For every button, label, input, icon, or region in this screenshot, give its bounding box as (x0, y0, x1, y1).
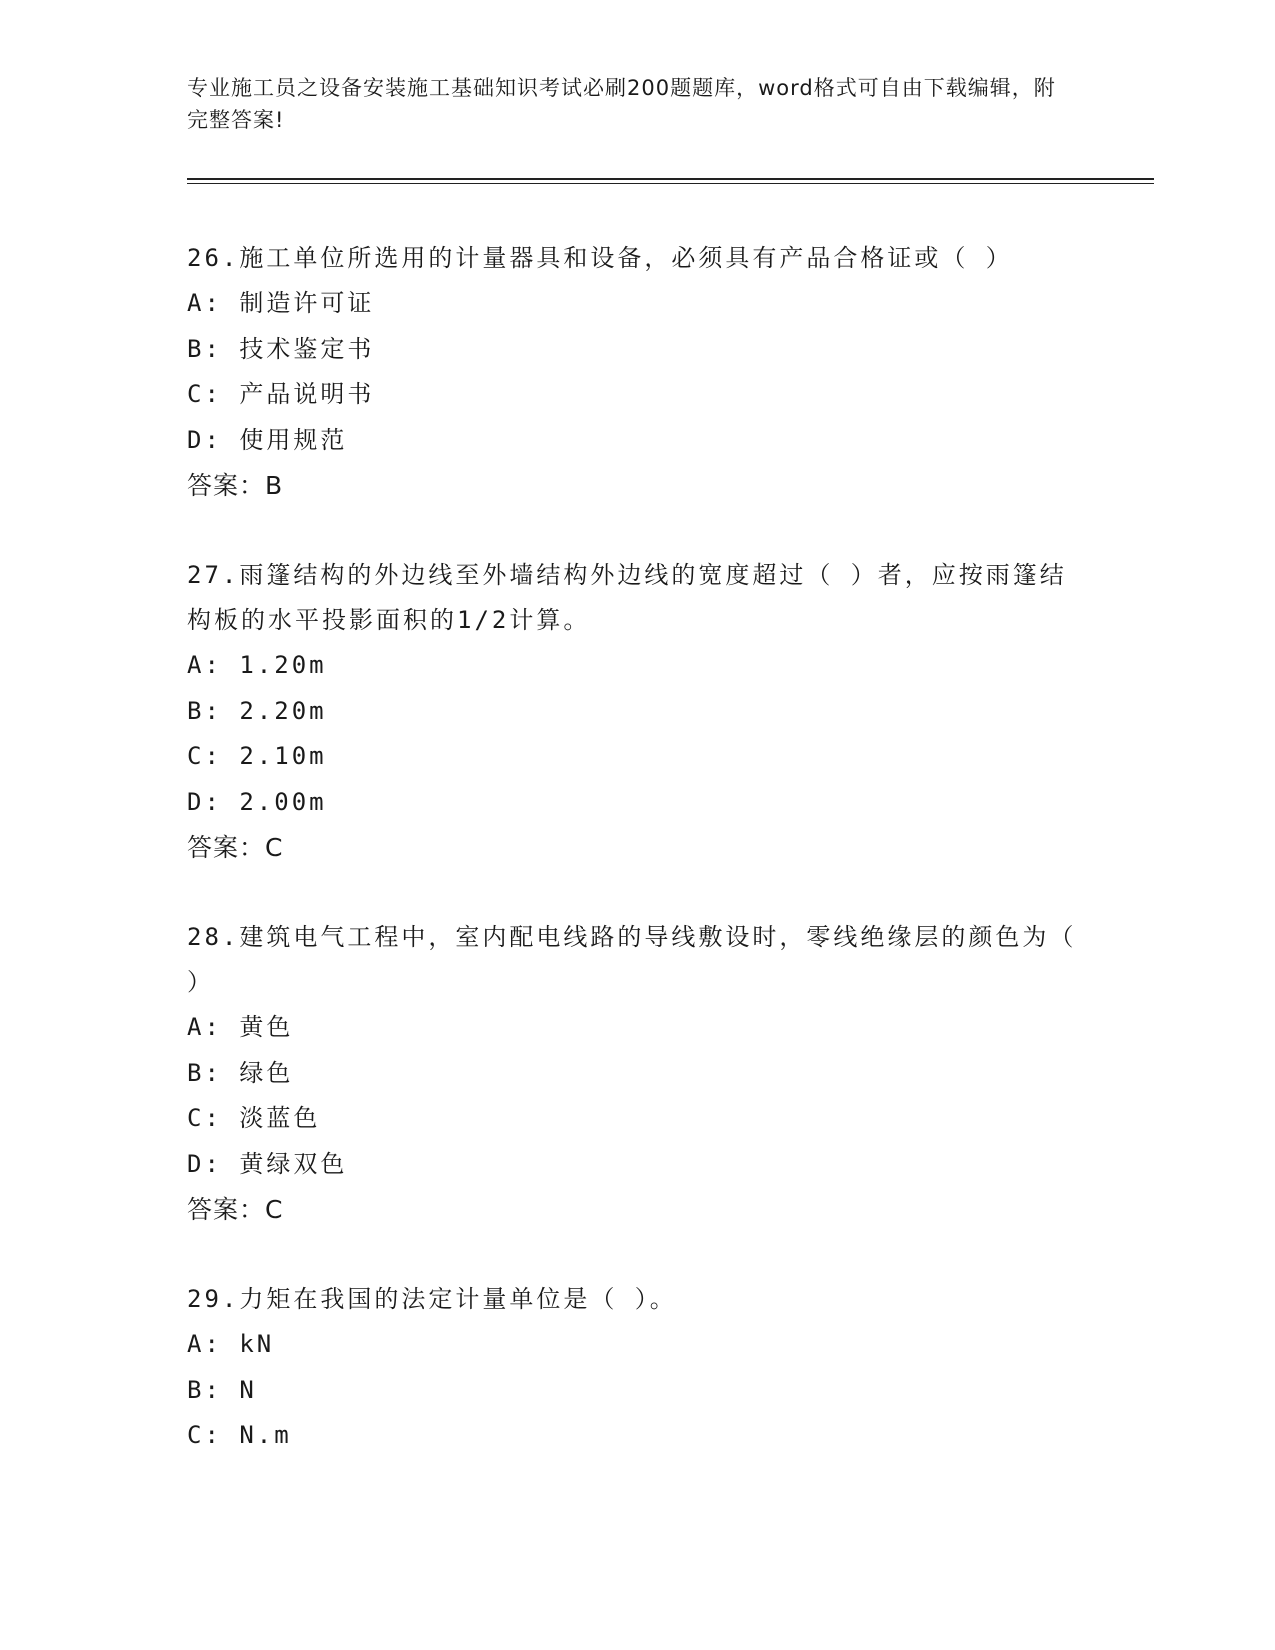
question-29 (187, 1277, 1087, 1459)
document-intro: 专业施工员之设备安装施工基础知识考试必刷200题题库，word格式可自由下载编辑，附完整答案! (187, 76, 1056, 132)
header-divider-thick (187, 178, 1154, 180)
option-a: A: 制造许可证 (187, 289, 375, 317)
option-d: D: 使用规范 (187, 425, 348, 454)
option-b: B: 技术鉴定书 (187, 334, 375, 363)
question-list (187, 236, 1087, 1504)
option-a: A: kN (187, 1330, 275, 1358)
option-a: A: 1.20m (187, 651, 327, 679)
option-a: A: 黄色 (187, 1013, 294, 1041)
answer-line: 答案：C (187, 1195, 284, 1224)
option-c: C: 2.10m (187, 742, 327, 770)
header-divider-thin (187, 183, 1154, 184)
question-stem: 27.雨篷结构的外边线至外墙结构外边线的宽度超过（ ）者，应按雨篷结构板的水平投影面积的1/2计算。 (187, 561, 1067, 634)
question-stem: 28.建筑电气工程中，室内配电线路的导线敷设时，零线绝缘层的颜色为（ ） (187, 923, 1077, 996)
question-stem: 26.施工单位所选用的计量器具和设备，必须具有产品合格证或（ ） (187, 244, 1013, 272)
question-28 (187, 915, 1087, 1232)
option-c: C: 产品说明书 (187, 380, 375, 408)
option-d: D: 黄绿双色 (187, 1149, 348, 1178)
option-c: C: 淡蓝色 (187, 1104, 321, 1132)
question-stem: 29.力矩在我国的法定计量单位是（ ）。 (187, 1285, 677, 1313)
option-b: B: 绿色 (187, 1058, 294, 1087)
question-27 (187, 553, 1087, 870)
answer-line: 答案：B (187, 471, 284, 500)
answer-line: 答案：C (187, 833, 284, 862)
option-d: D: 2.00m (187, 787, 327, 816)
option-b: B: 2.20m (187, 696, 327, 725)
question-26 (187, 236, 1087, 508)
option-b: B: N (187, 1375, 257, 1404)
option-c: C: N.m (187, 1421, 292, 1449)
